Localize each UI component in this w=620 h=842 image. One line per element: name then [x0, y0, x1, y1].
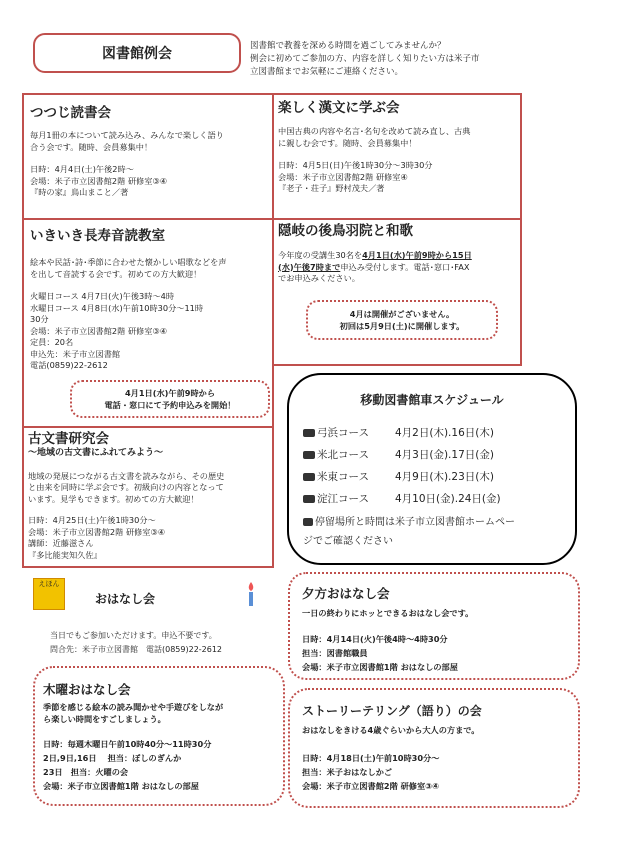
komonjo-section [22, 426, 274, 568]
ohanashi-info-line: 問合先：米子市立図書館 電話(0859)22-2612 [50, 645, 223, 654]
oki-desc-post: 申込み受付します。電話･窓口･FAX [340, 261, 470, 272]
oki-notice-line: 4月は開催がございません。 [349, 309, 455, 319]
komonjo-place: 会場：米子市立図書館2階 研修室③④ [28, 526, 166, 537]
mokuyo-staff1: 2日,9日,16日 担当：ぼしのぎんか [43, 753, 182, 763]
mobile-note-line: ジでご確認ください [303, 536, 393, 547]
kanbun-title: 楽しく漢文に学ぶ会 [278, 100, 400, 116]
tsutsuji-date: 日時：4月4日(土)午後2時～ [30, 164, 134, 174]
komonjo-title: 古文書研究会 [28, 431, 109, 447]
mokuyo-title: 木曜おはなし会 [43, 682, 131, 697]
komonjo-date: 日時：4月25日(土)午後1時30分～ [28, 515, 156, 525]
mobile-row [303, 444, 575, 466]
mobile-note [303, 513, 575, 551]
komonjo-book: 『多比能実知久佐』 [28, 549, 102, 560]
mobile-row [303, 488, 575, 510]
mobile-course [303, 466, 385, 488]
bus-icon [303, 473, 315, 481]
mobile-course [303, 444, 385, 466]
page-title-box [33, 33, 241, 73]
mobile-course-name: 米北コース [317, 449, 369, 461]
ikiiki-apply: 申込先：米子市立図書館 [30, 348, 121, 359]
yugata-title: 夕方おはなし会 [302, 586, 390, 601]
oki-desc [278, 250, 516, 285]
ikiiki-tel: 電話(0859)22-2612 [30, 360, 108, 370]
mobile-dates: 4月2日(木).16日(木) [395, 427, 494, 439]
mobile-course-name: 米東コース [317, 471, 369, 483]
ikiiki-notice-line: 4月1日(水)午前9時から [124, 388, 216, 398]
mobile-course [303, 422, 385, 444]
mobile-row [303, 466, 575, 488]
kanbun-desc: 中国古典の内容や名言･名句を改めて読み直し、古典 [278, 126, 471, 136]
bus-icon [303, 451, 315, 459]
ikiiki-course2: 水曜日コース 4月8日(水)午前10時30分～11時 [30, 302, 204, 313]
yugata-desc: 一日の終わりにホッとできるおはなし会です。 [302, 608, 474, 618]
tsutsuji-title: つつじ読書会 [30, 105, 111, 121]
ikiiki-title: いきいき長寿音読教室 [30, 228, 165, 244]
tsutsuji-place: 会場：米子市立図書館2階 研修室③④ [30, 175, 168, 186]
oki-desc-end: でお申込みください。 [278, 273, 360, 283]
story-section [288, 688, 580, 808]
intro-text [250, 40, 580, 79]
intro-line: 立図書館までお気軽にご連絡ください。 [250, 67, 404, 77]
mokuyo-place: 会場：米子市立図書館1階 おはなしの部屋 [43, 781, 199, 791]
bus-icon [303, 429, 315, 437]
story-place: 会場：米子市立図書館2階 研修室③④ [302, 780, 440, 791]
mobile-row [303, 422, 575, 444]
yugata-date: 日時：4月14日(火)午後4時～4時30分 [302, 633, 448, 644]
mobile-title: 移動図書館車スケジュール [360, 393, 504, 407]
ikiiki-notice [70, 380, 270, 418]
story-desc: おはなしをきける4歳ぐらいから大人の方まで。 [302, 725, 480, 735]
mokuyo-desc: ら楽しい時間をすごしましょう。 [43, 713, 166, 724]
picture-book-badge: えほん [38, 580, 60, 588]
mokuyo-section [33, 666, 285, 806]
oki-desc-deadline1: 4月1日(水)午前9時から15日 [362, 250, 472, 260]
page-title: 図書館例会 [102, 46, 172, 62]
kanbun-place: 会場：米子市立図書館2階 研修室④ [278, 171, 408, 182]
mokuyo-desc: 季節を感じる絵本の読み聞かせや手遊びをしなが [43, 702, 224, 712]
mobile-course [303, 488, 385, 510]
candle-icon [244, 580, 258, 608]
ikiiki-desc: 絵本や民話･詩･季節に合わせた懐かしい唱歌などを声 [30, 257, 227, 267]
komonjo-subtitle: ～地域の古文書にふれてみよう～ [28, 448, 164, 458]
story-staff: 担当：米子おはなしかご [302, 766, 393, 777]
mobile-dates: 4月3日(金).17日(金) [395, 449, 494, 461]
tsutsuji-section [22, 93, 274, 220]
tsutsuji-desc: 合う会です。随時、会員募集中！ [30, 141, 153, 152]
ikiiki-course1: 火曜日コース 4月7日(火)午後3時～4時 [30, 291, 175, 301]
yugata-section [288, 572, 580, 680]
ohanashi-title: おはなし会 [95, 592, 156, 606]
ohanashi-info-line: 当日でもご参加いただけます。申込不要です。 [50, 631, 217, 640]
kanbun-desc: に親しむ会です。随時、会員募集中！ [278, 137, 417, 148]
komonjo-lecturer: 講師：近藤滋さん [28, 538, 94, 548]
mokuyo-staff2: 23日 担当：火曜の会 [43, 767, 129, 777]
oki-notice-line: 初回は5月9日(土)に開催します。 [339, 320, 465, 331]
story-date: 日時：4月18日(土)午前10時30分～ [302, 752, 440, 763]
ohanashi-info [50, 629, 222, 657]
mobile-note-line: 停留場所と時間は米子市立図書館ホームペー [315, 517, 515, 528]
mobile-dates: 4月9日(木).23日(木) [395, 471, 494, 483]
mobile-library-section [287, 373, 577, 565]
mobile-dates: 4月10日(金).24日(金) [395, 493, 501, 505]
kanbun-date: 日時：4月5日(日)午後1時30分～3時30分 [278, 160, 433, 170]
bus-icon [303, 518, 313, 526]
komonjo-desc: 地域の発展につながる古文書を読みながら、その歴史 [28, 470, 225, 481]
tsutsuji-desc: 毎月1冊の本について読み込み、みんなで楽しく語り [30, 130, 224, 140]
ikiiki-desc: を出して音読する会です。初めての方大歓迎！ [30, 268, 202, 279]
mobile-course-name: 弓浜コース [317, 427, 369, 439]
oki-desc-deadline2: (水)午後7時まで [278, 261, 341, 272]
yugata-staff: 担当：図書館職員 [302, 647, 368, 658]
mobile-course-name: 淀江コース [317, 493, 369, 505]
mokuyo-date: 日時：毎週木曜日午前10時40分～11時30分 [43, 739, 212, 749]
ikiiki-section [22, 218, 274, 428]
ikiiki-course2-cont: 30分 [30, 314, 49, 324]
tsutsuji-book: 『時の家』鳥山まこと／著 [30, 187, 129, 197]
kanbun-section [272, 93, 522, 220]
intro-line: 例会に初めてご参加の方、内容を詳しく知りたい方は米子市 [250, 54, 480, 64]
oki-notice [306, 300, 498, 340]
ikiiki-place: 会場：米子市立図書館2階 研修室③④ [30, 325, 168, 336]
story-title: ストーリーテリング（語り）の会 [302, 704, 482, 718]
komonjo-desc: います。見学もできます。初めての方大歓迎！ [28, 493, 199, 504]
yugata-place: 会場：米子市立図書館1階 おはなしの部屋 [302, 661, 458, 672]
picture-book-icon [33, 578, 65, 610]
intro-line: 図書館で教養を深める時間を過ごしてみませんか？ [250, 41, 446, 51]
ikiiki-capacity: 定員：20名 [30, 337, 74, 347]
oki-section [272, 218, 522, 366]
komonjo-desc: と由来を同時に学ぶ会です。初級向けの内容となって [28, 482, 224, 492]
kanbun-book: 『老子・荘子』野村茂夫／著 [278, 183, 385, 193]
bus-icon [303, 495, 315, 503]
ikiiki-notice-line: 電話・窓口にて予約申込みを開始！ [104, 399, 236, 410]
oki-title: 隠岐の後鳥羽院と和歌 [278, 223, 413, 239]
oki-desc-pre: 今年度の受講生30名を [278, 250, 363, 260]
